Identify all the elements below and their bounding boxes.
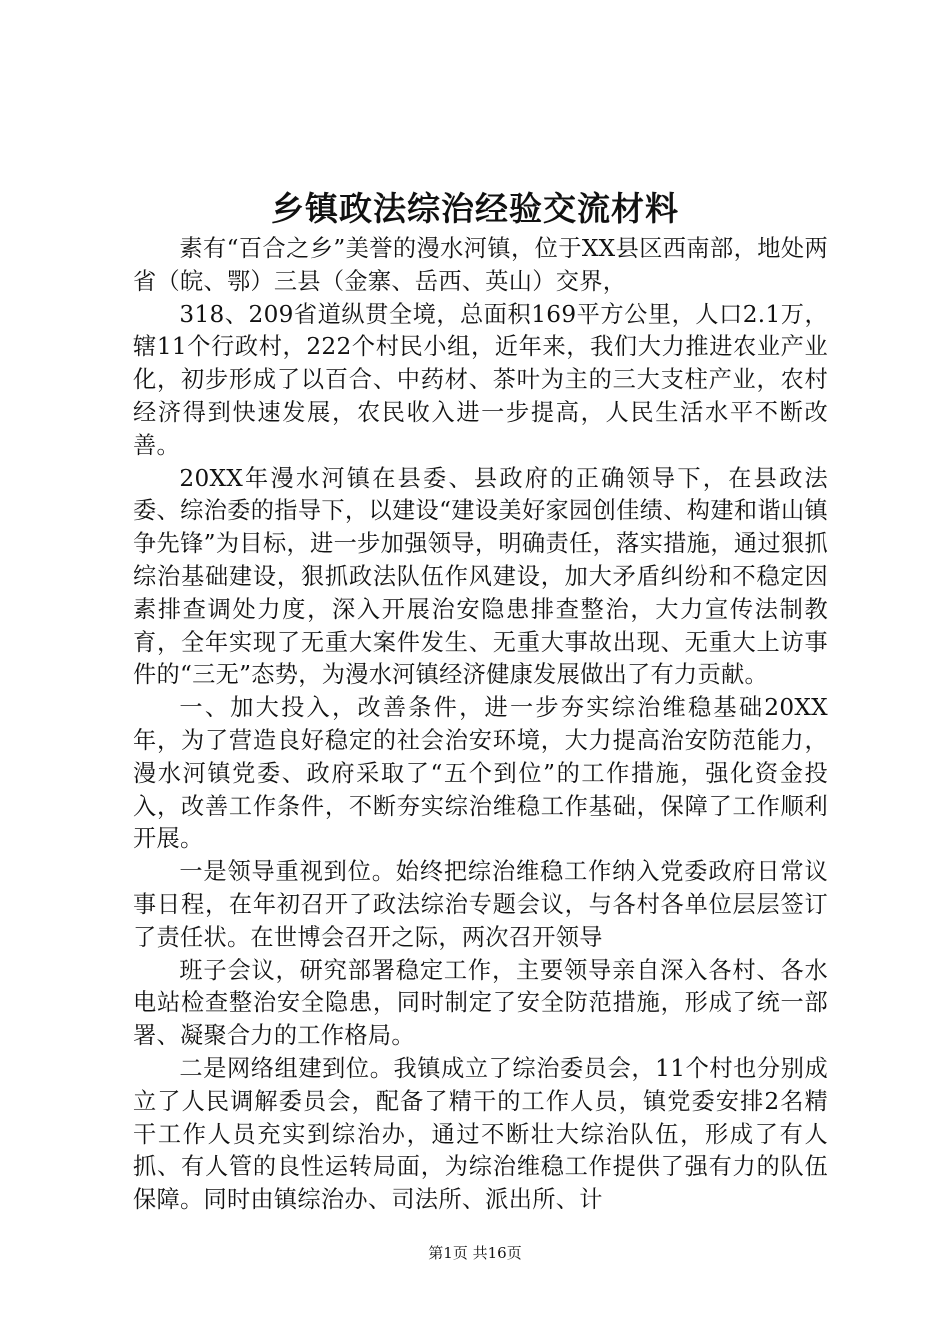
page-footer: 第1页 共16页 [428,1244,522,1262]
paragraph-network: 二是网络组建到位。我镇成立了综治委员会，11个村也分别成立了人民调解委员会，配备了精干的工作人员，镇党委安排2名精干工作人员充实到综治办，通过不断壮大综治队伍，形成了有人抓、有人管的良性运转局面，为综治维稳工作提供了强有力的队伍保障。同时由镇综治办、司法所、派出所、计 [133,1054,828,1214]
paragraph-summary: 20XX年漫水河镇在县委、县政府的正确领导下，在县政法委、综治委的指导下，以建设“建设美好家园创佳绩、构建和谐山镇争先锋”为目标，进一步加强领导，明确责任，落实措施，通过狠抓综治基础建设，狠抓政法队伍作风建设，加大矛盾纠纷和不稳定因素排查调处力度，深入开展治安隐患排查整治，大力宣传法制教育，全年实现了无重大案件发生、无重大事故出现、无重大上访事件的“三无”态势，为漫水河镇经济健康发展做出了有力贡献。 [133,464,828,689]
paragraph-overview: 318、209省道纵贯全境，总面积169平方公里，人口2.1万，辖11个行政村，222个村民小组，近年来，我们大力推进农业产业化，初步形成了以百合、中药材、茶叶为主的三大支柱产业，农村经济得到快速发展，农民收入进一步提高，人民生活水平不断改善。 [133,300,828,459]
paragraph-intro: 素有“百合之乡”美誉的漫水河镇，位于XX县区西南部，地处两省（皖、鄂）三县（金寨、岳西、英山）交界， [133,235,828,295]
document-body [133,233,828,1217]
paragraph-leadership-cont: 班子会议，研究部署稳定工作，主要领导亲自深入各村、各水电站检查整治安全隐患，同时制定了安全防范措施，形成了统一部署、凝聚合力的工作格局。 [133,956,828,1050]
document-title: 乡镇政法综治经验交流材料 [271,189,679,228]
paragraph-section-one: 一、加大投入，改善条件，进一步夯实综治维稳基础20XX年，为了营造良好稳定的社会治安环境，大力提高治安防范能力，漫水河镇党委、政府采取了“五个到位”的工作措施，强化资金投入，改善工作条件，不断夯实综治维稳工作基础，保障了工作顺利开展。 [133,694,828,853]
paragraph-leadership: 一是领导重视到位。始终把综治维稳工作纳入党委政府日常议事日程，在年初召开了政法综治专题会议，与各村各单位层层签订了责任状。在世博会召开之际，两次召开领导 [133,858,828,951]
